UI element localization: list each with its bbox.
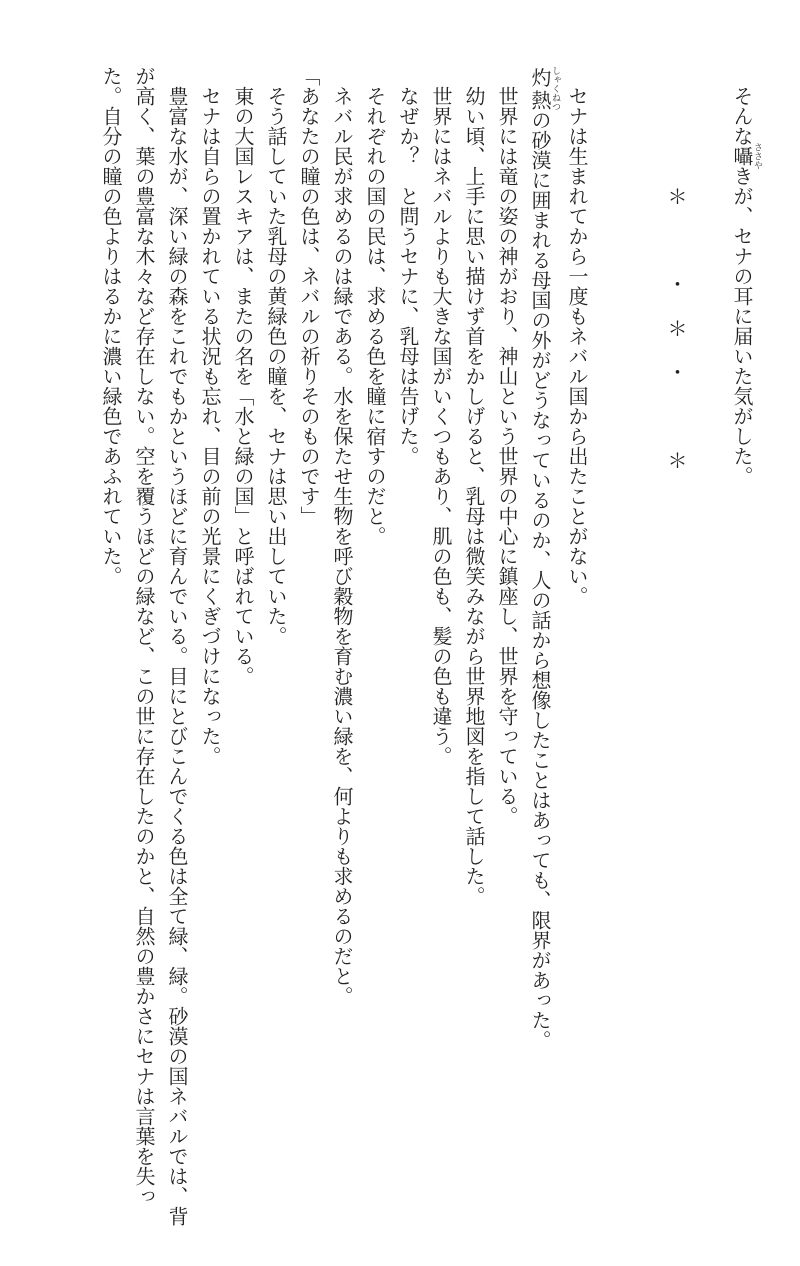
paragraph-14: 豊富な水が、深い緑の森をこれでもかというほどに育んでいる。目にとびこんでくる色は全て緑、緑。砂漠の国ネバルでは、背が高く、葉の豊富な木々など存在しない。空を覆うほどの緑など、この世に存在したのかと、自然の豊かさにセナは言葉を失った。自分の瞳の色よりはるかに濃い緑色であふれていた。 [99,66,189,1226]
paragraph-7: なぜか？ と問うセナに、乳母は告げた。 [396,86,420,466]
paragraph-3-after: の砂漠に囲まれる母国の外がどうなっているのか、人の話から想像したことはあっても、限界があった。 [528,109,552,1050]
paragraph-1-before: そんな [730,86,754,146]
paragraph-1 [725,66,762,1236]
paragraph-8: それぞれの国の民は、求める色を瞳に宿すのだと。 [363,86,387,546]
ruby-reading-shakunetsu: しゃくねつ [550,66,560,111]
paragraph-1-after: きが、セナの耳に届いた気がした。 [730,166,754,486]
blank-line [626,66,659,1236]
paragraph-12: 東の大国レスキアは、またの名を「水と緑の国」と呼ばれている。 [231,86,255,686]
ruby-base-shakunetsu: 灼熱 [528,66,552,111]
paragraph-11: そう話していた乳母の黄緑色の瞳を、セナは思い出していた。 [264,86,288,646]
ruby-base-sasaya: 囁 [730,142,754,170]
paragraph-6: 世界にはネバルよりも大きな国がいくつもあり、肌の色も、髪の色も違う。 [429,86,453,766]
ruby-shakunetsu [528,66,560,111]
paragraph-2: セナは生まれてから一度もネバル国から出たことがない。 [565,86,589,606]
ruby-sasaya [730,142,762,170]
paragraph-9: ネバル民が求めるのは緑である。水を保たせ生物を呼び穀物を育む濃い緑を、何よりも求めるのだと。 [330,86,354,1006]
ruby-reading-sasaya: ささや [752,142,762,170]
blank-line [692,66,725,1236]
paragraph-13: セナは自らの置かれている状況も忘れ、目の前の光景にくぎづけになった。 [198,86,222,766]
paragraph-3 [523,66,560,1236]
paragraph-5: 幼い頃、上手に思い描けず首をかしげると、乳母は微笑みながら世界地図を指して話した。 [462,86,486,906]
scene-break-asterisks: ＊ ・＊・ ＊ [664,186,688,494]
paragraph-4: 世界には竜の姿の神がおり、神山という世界の中心に鎮座し、世界を守っている。 [495,86,519,826]
blank-line [593,66,626,1236]
vertical-text-body [22,66,762,1236]
paragraph-10-dialogue: 「あなたの瞳の色は、ネバルの祈りそのものです」 [297,66,321,526]
